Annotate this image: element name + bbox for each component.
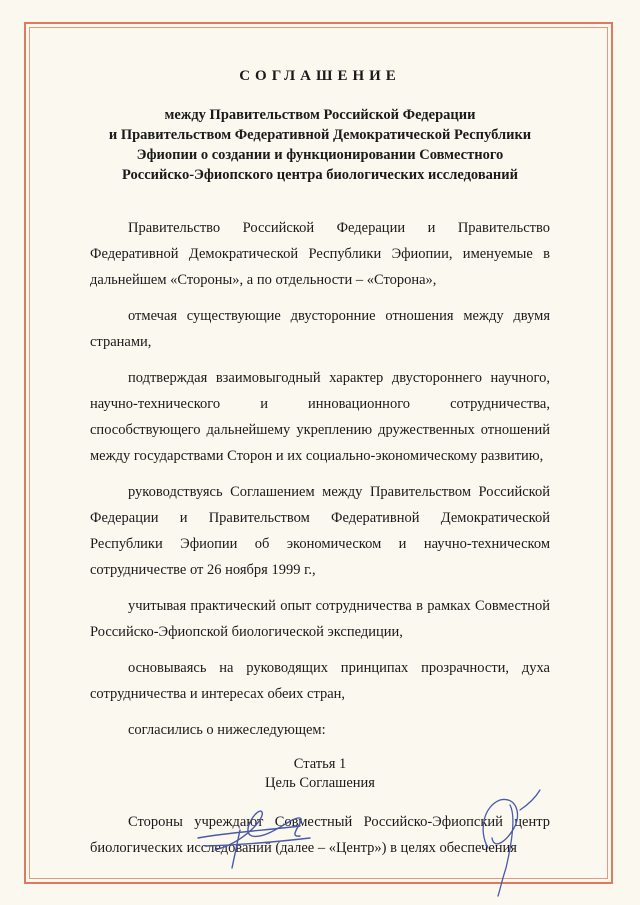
paragraph: учитывая практический опыт сотрудничества в рамках Совместной Российско-Эфиопской биологической экспедиции, [90, 598, 550, 640]
subtitle-line: Эфиопии о создании и функционировании Совместного [136, 147, 504, 163]
subtitle-line: Российско-Эфиопского центра биологических исследований [122, 167, 518, 183]
article-number: Статья 1 [293, 756, 347, 772]
article-heading [90, 755, 550, 793]
paragraph: Правительство Российской Федерации и Правительство Федеративной Демократической Республики Эфиопии, именуемые в дальнейшем «Стороны», а по отдельности – «Сторона», [90, 220, 550, 288]
document-title: СОГЛАШЕНИЕ [239, 68, 401, 84]
subtitle-line: и Правительством Федеративной Демократической Республики [108, 127, 532, 143]
document-subtitle [90, 105, 550, 185]
document-body [90, 68, 550, 871]
article-title: Цель Соглашения [265, 775, 375, 791]
paragraph: подтверждая взаимовыгодный характер двустороннего научного, научно-технического и инновационного сотрудничества, способствующего дальнейшему укреплению дружественных отношений между государствами Сторон и их социально-экономическому развитию, [90, 370, 550, 464]
paragraph: основываясь на руководящих принципах прозрачности, духа сотрудничества и интересах обеих стран, [90, 660, 550, 702]
subtitle-line: между Правительством Российской Федерации [164, 107, 476, 123]
paragraph: отмечая существующие двусторонние отношения между двумя странами, [90, 308, 550, 350]
paragraph: руководствуясь Соглашением между Правительством Российской Федерации и Правительством Федеративной Демократической Республики Эфиопии об экономическом и научно-техническом сотрудничестве от 26 ноября 1999 г., [90, 484, 550, 578]
article-text: Стороны учреждают Совместный Российско-Эфиопский центр биологических исследований (далее – «Центр») в целях обеспечения [90, 814, 550, 856]
paragraph: согласились о нижеследующем: [128, 722, 326, 738]
